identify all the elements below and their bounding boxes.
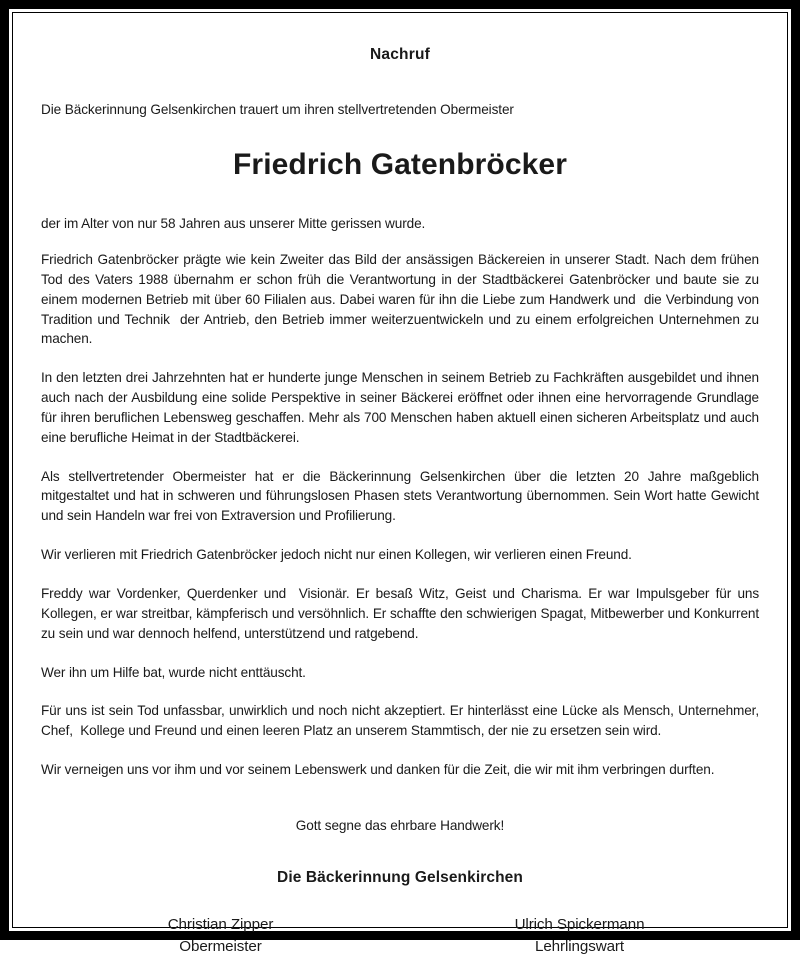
body-paragraph: Wir verneigen uns vor ihm und vor seinem Lebenswerk und danken für die Zeit, die wir mit ihm verbringen durften. <box>41 762 715 778</box>
signature-block <box>41 887 759 958</box>
body-paragraph: Für uns ist sein Tod unfassbar, unwirklich und noch nicht akzeptiert. Er hinterlässt eine Lücke als Mensch, Unternehmer, Chef, Kollege und Freund und einen leeren Platz an unserem Stammtisch, der nie zu ersetzen sein wird. <box>41 703 763 739</box>
body-paragraph: Freddy war Vordenker, Querdenker und Visionär. Er besaß Witz, Geist und Charisma. Er war Impulsgeber für uns Kollegen, er war streitbar, kämpferisch und versöhnlich. Er schaffte den schwierigen Spagat, Mitbewerber und Konkurrent zu sein und war dennoch helfend, unterstützend und ratgebend. <box>41 585 763 641</box>
blessing-line: Gott segne das ehrbare Handwerk! <box>295 817 505 833</box>
obituary-content <box>41 0 763 955</box>
signatory <box>41 914 400 958</box>
signatory-name: Ulrich Spickermann <box>514 915 645 933</box>
organization-name: Die Bäckerinnung Gelsenkirchen <box>277 868 523 886</box>
deceased-name: Friedrich Gatenbröcker <box>233 148 567 181</box>
body-paragraph: Als stellvertretender Obermeister hat er die Bäckerinnung Gelsenkirchen über die letzten 20 Jahre maßgeblich mitgestaltet und hat in schweren und führungslosen Phasen stets Verantwortung übernommen. Sein Wort hatte Gewicht und sein Handeln war frei von Extraversion und Profilierung. <box>41 468 763 524</box>
signatory-role: Lehrlingswart <box>534 937 625 955</box>
age-line: der im Alter von nur 58 Jahren aus unserer Mitte gerissen wurde. <box>41 216 426 231</box>
page-title: Nachruf <box>370 46 430 63</box>
body-paragraph: Wir verlieren mit Friedrich Gatenbröcker jedoch nicht nur einen Kollegen, wir verlieren einen Freund. <box>41 547 632 563</box>
signatory-name: Christian Zipper <box>167 915 274 933</box>
body-paragraph: In den letzten drei Jahrzehnten hat er hunderte junge Menschen in seinem Betrieb zu Fachkräften ausgebildet und ihnen auch nach der Ausbildung eine solide Perspektive in seiner Bäckerei eröffnet oder ihnen eine hervorragende Grundlage für ihren beruflichen Lebensweg geschaffen. Mehr als 700 Menschen haben aktuell einen sicheren Arbeitsplatz und auch eine berufliche Heimat in der Stadtbäckerei. <box>41 370 763 445</box>
signatory-role: Obermeister <box>179 937 262 955</box>
signatory <box>400 914 759 958</box>
body-paragraph: Wer ihn um Hilfe bat, wurde nicht enttäuscht. <box>41 664 306 680</box>
body-paragraph: Friedrich Gatenbröcker prägte wie kein Zweiter das Bild der ansässigen Bäckereien in unserer Stadt. Nach dem frühen Tod des Vaters 1988 übernahm er schon früh die Verantwortung in der Stadtbäckerei Gatenbröcker und baute sie zu einem modernen Betrieb mit über 60 Filialen aus. Dabei waren für ihn die Liebe zum Handwerk und die Verbindung von Tradition und Technik der Antrieb, den Betrieb immer weiterzuentwickeln und zu einem erfolgreichen Unternehmen zu machen. <box>41 252 763 347</box>
intro-line: Die Bäckerinnung Gelsenkirchen trauert um ihren stellvertretenden Obermeister <box>41 102 514 117</box>
